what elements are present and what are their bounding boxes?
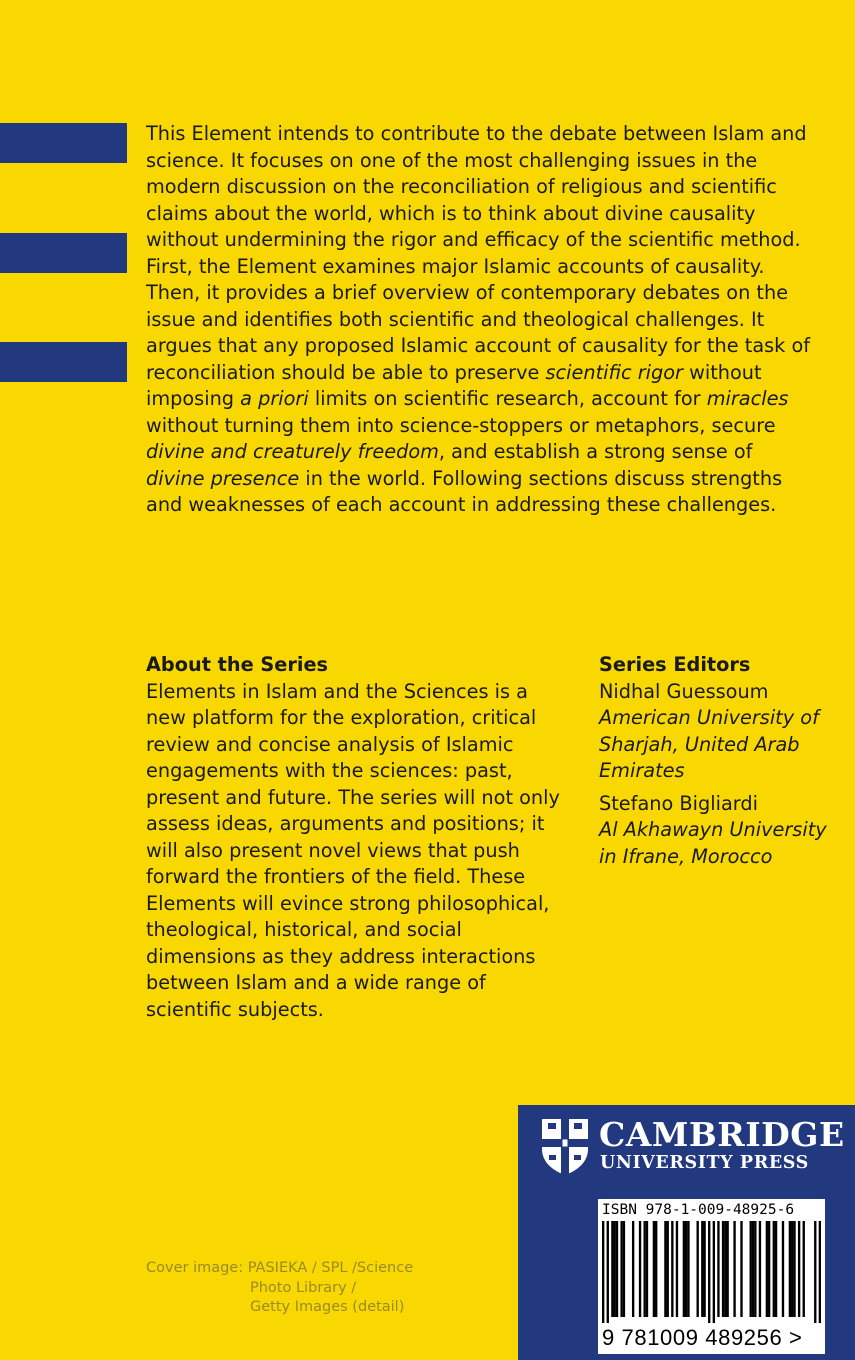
cover-image-credit <box>146 1259 446 1318</box>
publisher-panel <box>518 1105 855 1360</box>
barcode-bar <box>740 1221 742 1317</box>
barcode-bar <box>752 1221 754 1317</box>
credit-line-1: Cover image: PASIEKA / SPL /Science <box>146 1260 414 1276</box>
barcode-bar <box>798 1221 800 1317</box>
blurb-paragraph <box>146 121 816 519</box>
blurb-emphasis: scientific rigor <box>545 360 683 384</box>
decorative-bar-1 <box>0 123 127 163</box>
credit-line-3: Getty Images (detail) <box>250 1299 405 1315</box>
about-series-body: Elements in Islam and the Sciences is a new platform for the exploration, critical review and concise analysis of Islamic engagements with the sciences: past, present and future. The series will not only assess ideas, arguments and positions; it will also present novel views that push forward the frontiers of the field. These Elements will evince strong philosophical, theological, historical, and social dimensions as they address interactions between Islam and a wide range of scientific subjects. <box>146 679 560 1021</box>
barcode-bar <box>653 1221 655 1317</box>
editor-entry <box>599 791 839 871</box>
barcode-bar <box>782 1221 784 1317</box>
barcode-bar <box>639 1221 641 1317</box>
barcode-bar <box>773 1221 775 1317</box>
blurb-text: This Element intends to contribute to the debate between Islam and science. It focuses on one of the most challenging issues in the modern discussion on the reconciliation of religious and scientific claims about the world, which is to think about divine causality without undermining the rigor and efficacy of the scientific method. First, the Element examines major Islamic accounts of causality. Then, it provides a brief overview of contemporary debates on the issue and identifies both scientific and theological challenges. It argues that any proposed Islamic account of causality for the task of reconciliation should be able to preserve <box>146 122 811 384</box>
barcode-bar <box>759 1221 761 1317</box>
blurb-text: , and establish a strong sense of <box>438 440 753 463</box>
barcode-bar <box>766 1221 768 1317</box>
barcode-bar <box>607 1221 609 1323</box>
cambridge-crest-icon <box>540 1117 590 1177</box>
barcode-bar <box>717 1221 719 1317</box>
series-editors-heading: Series Editors <box>599 653 751 676</box>
barcode-bar <box>754 1221 756 1317</box>
barcode-bar <box>664 1221 666 1317</box>
editor-affiliation: American University of Sharjah, United Arab Emirates <box>599 706 819 782</box>
decorative-bar-3 <box>0 342 127 382</box>
barcode-bar <box>683 1221 685 1317</box>
barcode-bar <box>616 1221 618 1317</box>
decorative-bar-2 <box>0 233 127 273</box>
isbn-label: ISBN 978-1-009-48925-6 <box>602 1202 795 1218</box>
barcode-bar <box>643 1221 645 1317</box>
editor-name: Stefano Bigliardi <box>599 791 758 815</box>
publisher-name: CAMBRIDGE <box>599 1115 845 1154</box>
barcode-bar <box>703 1221 705 1317</box>
blurb-emphasis: a priori <box>240 387 309 410</box>
barcode-bar <box>646 1221 648 1317</box>
blurb-text: without turning them into science-stoppers or metaphors, secure <box>146 413 776 437</box>
blurb-text: limits on scientific research, account for <box>308 387 707 410</box>
barcode-box <box>598 1199 825 1354</box>
about-series-heading: About the Series <box>146 653 328 676</box>
barcode-bar <box>793 1221 795 1317</box>
barcode-bar <box>614 1221 616 1317</box>
barcode-bar <box>611 1221 613 1317</box>
barcode-bar <box>708 1221 710 1323</box>
about-series <box>146 652 566 1023</box>
barcode-icon <box>602 1221 821 1323</box>
barcode-bar <box>775 1221 777 1317</box>
credit-line-2: Photo Library / <box>250 1279 357 1296</box>
barcode-bar <box>722 1221 724 1317</box>
barcode-bar <box>726 1221 728 1317</box>
barcode-bar <box>676 1221 678 1317</box>
barcode-bar <box>713 1221 715 1323</box>
barcode-bar <box>768 1221 770 1317</box>
blurb-text: without imposing <box>146 360 762 410</box>
barcode-bar <box>602 1221 604 1323</box>
barcode-bar <box>724 1221 726 1317</box>
blurb-emphasis: divine and creaturely freedom <box>146 440 439 463</box>
barcode-bar <box>733 1221 735 1317</box>
barcode-bar <box>701 1221 703 1317</box>
barcode-bar <box>750 1221 752 1317</box>
publisher-subtitle: UNIVERSITY PRESS <box>600 1153 809 1173</box>
barcode-bar <box>697 1221 699 1317</box>
barcode-bar <box>667 1221 669 1317</box>
barcode-digits: 9 781009 489256 > <box>602 1325 803 1350</box>
editor-entry <box>599 679 839 785</box>
blurb-emphasis: divine presence <box>146 466 300 490</box>
barcode-bar <box>803 1221 805 1317</box>
barcode-bar <box>791 1221 793 1317</box>
barcode-bar <box>620 1221 622 1317</box>
barcode-bar <box>814 1221 816 1323</box>
editor-affiliation: Al Akhawayn University in Ifrane, Morocco <box>599 818 827 868</box>
barcode-bar <box>671 1221 673 1317</box>
barcode-bar <box>819 1221 821 1323</box>
blurb-text: in the world. Following sections discuss strengths and weaknesses of each account in addressing these challenges. <box>146 466 783 516</box>
blurb-emphasis: miracles <box>706 387 789 410</box>
series-editors <box>599 652 839 870</box>
editor-name: Nidhal Guessoum <box>599 679 769 703</box>
barcode-bar <box>789 1221 791 1317</box>
barcode-bar <box>655 1221 657 1317</box>
barcode-bar <box>623 1221 625 1317</box>
barcode-bar <box>685 1221 687 1317</box>
barcode-bar <box>632 1221 634 1317</box>
barcode-bar <box>687 1221 689 1317</box>
